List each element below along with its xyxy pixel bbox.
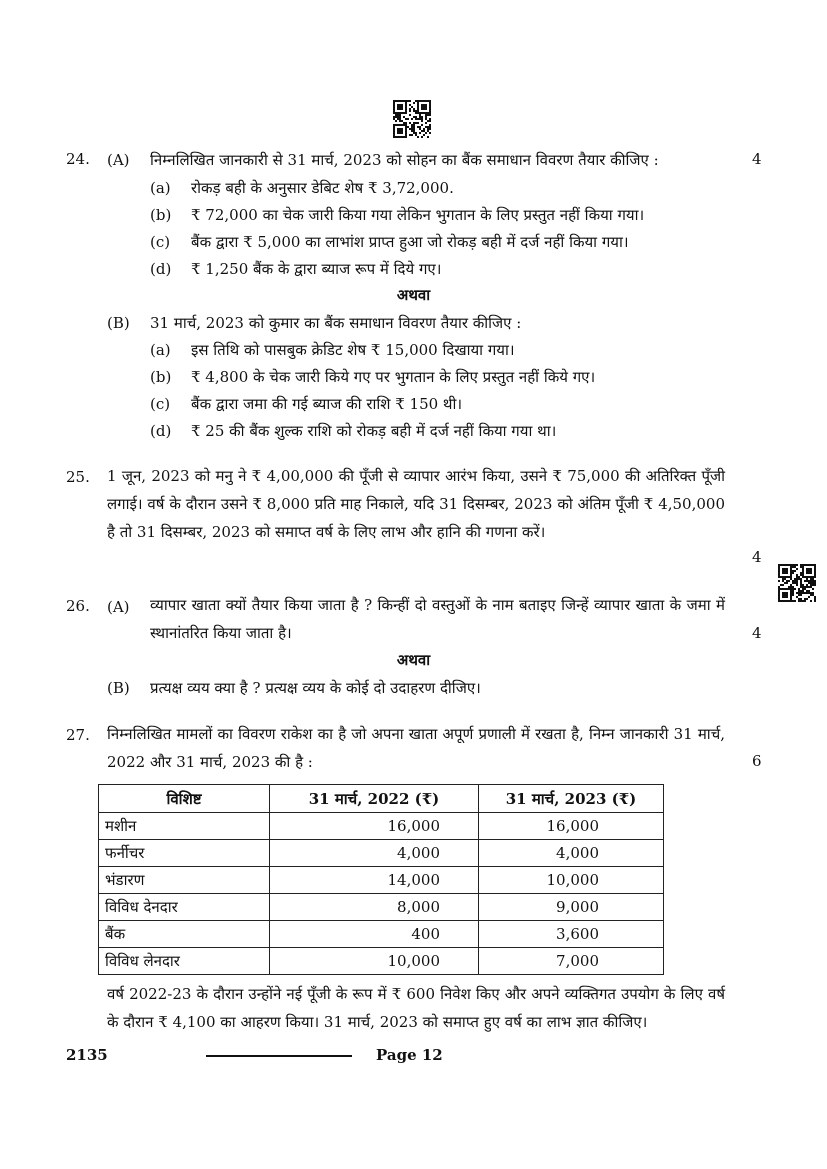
table-cell: 9,000 <box>479 894 664 921</box>
question-number-25: 25. <box>66 468 90 486</box>
table-cell: 10,000 <box>270 948 479 975</box>
question-number-27: 27. <box>66 726 90 744</box>
qr-module <box>429 136 431 138</box>
q24-b-item-label: (b) <box>150 368 172 386</box>
table-cell: 7,000 <box>479 948 664 975</box>
qr-module <box>814 600 816 602</box>
q26-marks: 4 <box>752 624 762 642</box>
q24-a-item-label: (b) <box>150 206 172 224</box>
table-cell: भंडारण <box>99 867 270 894</box>
q24-b-item-text: बैंक द्वारा जमा की गई ब्याज की राशि ₹ 150 थी। <box>191 395 463 413</box>
table-cell: विविध लेनदार <box>99 948 270 975</box>
question-number-24: 24. <box>66 150 90 168</box>
table-cell: 14,000 <box>270 867 479 894</box>
q27-footer-text: वर्ष 2022-23 के दौरान उन्होंने नई पूँजी के रूप में ₹ 600 निवेश किए और अपने व्यक्तिगत उपयोग के लिए वर्ष के दौरान ₹ 4,100 का आहरण किया। 31 मार्च, 2023 को समाप्त हुए वर्ष का लाभ ज्ञात कीजिए। <box>107 985 725 1031</box>
q24-a-item-label: (a) <box>150 179 171 197</box>
q24-b-item-text: ₹ 25 की बैंक शुल्क राशि को रोकड़ बही में दर्ज नहीं किया गया था। <box>191 422 557 440</box>
or-separator: अथवा <box>396 651 431 669</box>
table-cell: 10,000 <box>479 867 664 894</box>
q24-b-item-label: (c) <box>150 395 171 413</box>
q24-a-label: (A) <box>107 151 130 169</box>
q24-marks: 4 <box>752 150 762 168</box>
table-row <box>99 894 664 921</box>
table-row <box>99 921 664 948</box>
q24-a-text: निम्नलिखित जानकारी से 31 मार्च, 2023 को सोहन का बैंक समाधान विवरण तैयार कीजिए : <box>150 151 659 169</box>
table-cell: 4,000 <box>270 840 479 867</box>
qr-code-top <box>393 100 431 138</box>
table-cell: 400 <box>270 921 479 948</box>
balances-table <box>98 784 664 975</box>
table-cell: 4,000 <box>479 840 664 867</box>
table-cell: बैंक <box>99 921 270 948</box>
table-cell: 16,000 <box>479 813 664 840</box>
table-header-row <box>99 785 664 813</box>
table-header: 31 मार्च, 2023 (₹) <box>479 785 664 813</box>
table-cell: 16,000 <box>270 813 479 840</box>
table-cell: 8,000 <box>270 894 479 921</box>
page-number: Page 12 <box>376 1046 443 1064</box>
q27-marks: 6 <box>752 752 762 770</box>
question-number-26: 26. <box>66 597 90 615</box>
table-cell: विविध देनदार <box>99 894 270 921</box>
footer-divider <box>206 1055 352 1057</box>
q24-b-text: 31 मार्च, 2023 को कुमार का बैंक समाधान विवरण तैयार कीजिए : <box>150 314 522 332</box>
table-row <box>99 948 664 975</box>
paper-code: 2135 <box>66 1046 108 1064</box>
table-row <box>99 813 664 840</box>
table-row <box>99 867 664 894</box>
q24-a-item-label: (c) <box>150 233 171 251</box>
q26-b-text: प्रत्यक्ष व्यय क्या है ? प्रत्यक्ष व्यय के कोई दो उदाहरण दीजिए। <box>150 679 481 697</box>
table-cell: फर्नीचर <box>99 840 270 867</box>
table-row <box>99 840 664 867</box>
q24-b-item-text: इस तिथि को पासबुक क्रेडिट शेष ₹ 15,000 दिखाया गया। <box>191 341 515 359</box>
q26-a-text: व्यापार खाता क्यों तैयार किया जाता है ? किन्हीं दो वस्तुओं के नाम बताइए जिन्हें व्यापार खाता के जमा में स्थानांतरित किया जाता है। <box>150 596 725 642</box>
q24-a-item-text: ₹ 1,250 बैंक के द्वारा ब्याज रूप में दिये गए। <box>191 260 442 278</box>
q27-text: निम्नलिखित मामलों का विवरण राकेश का है जो अपना खाता अपूर्ण प्रणाली में रखता है, निम्न जानकारी 31 मार्च, 2022 और 31 मार्च, 2023 की है : <box>107 725 725 771</box>
q24-b-item-label: (a) <box>150 341 171 359</box>
table-cell: 3,600 <box>479 921 664 948</box>
q24-a-item-text: रोकड़ बही के अनुसार डेबिट शेष ₹ 3,72,000. <box>191 179 454 197</box>
q25-text: 1 जून, 2023 को मनु ने ₹ 4,00,000 की पूँजी से व्यापार आरंभ किया, उसने ₹ 75,000 की अतिरिक्त पूँजी लगाई। वर्ष के दौरान उसने ₹ 8,000 प्रति माह निकाले, यदि 31 दिसम्बर, 2023 को अंतिम पूँजी ₹ 4,50,000 है तो 31 दिसम्बर, 2023 को समाप्त वर्ष के लिए लाभ और हानि की गणना करें। <box>107 467 725 541</box>
or-separator: अथवा <box>396 286 431 304</box>
q24-b-item-label: (d) <box>150 422 172 440</box>
q25-marks: 4 <box>752 548 762 566</box>
table-header: विशिष्ट <box>99 785 270 813</box>
q24-a-item-text: बैंक द्वारा ₹ 5,000 का लाभांश प्राप्त हुआ जो रोकड़ बही में दर्ज नहीं किया गया। <box>191 233 629 251</box>
q24-a-item-label: (d) <box>150 260 172 278</box>
qr-code-side <box>778 564 816 602</box>
table-cell: मशीन <box>99 813 270 840</box>
q24-a-item-text: ₹ 72,000 का चेक जारी किया गया लेकिन भुगतान के लिए प्रस्तुत नहीं किया गया। <box>191 206 645 224</box>
table-header: 31 मार्च, 2022 (₹) <box>270 785 479 813</box>
q24-b-label: (B) <box>107 314 130 332</box>
q26-b-label: (B) <box>107 679 130 697</box>
q24-b-item-text: ₹ 4,800 के चेक जारी किये गए पर भुगतान के लिए प्रस्तुत नहीं किये गए। <box>191 368 596 386</box>
q26-a-label: (A) <box>107 598 130 616</box>
